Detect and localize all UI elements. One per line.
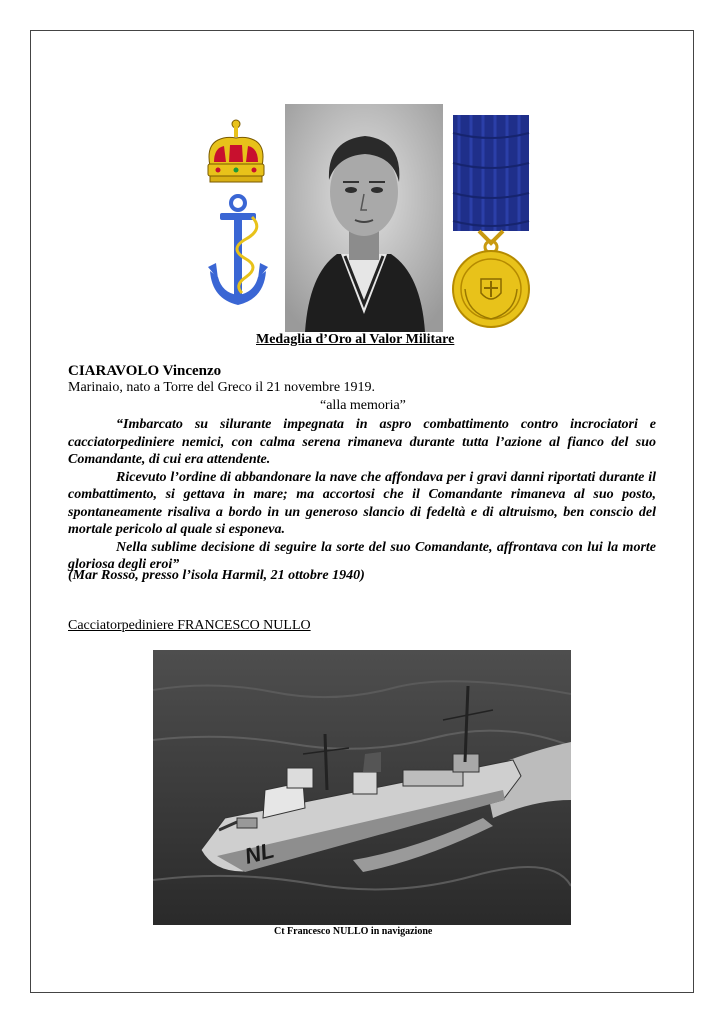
- ship-section-title: Cacciatorpediniere FRANCESCO NULLO: [68, 618, 311, 633]
- memoria-label: “alla memoria”: [320, 398, 406, 413]
- person-details: Marinaio, nato a Torre del Greco il 21 novembre 1919.: [68, 380, 376, 395]
- person-name: CIARAVOLO Vincenzo: [68, 363, 222, 379]
- motivation-paragraph: Nella sublime decisione di seguire la sorte del suo Comandante, affrontava con lui la morte gloriosa degli eroi”: [68, 539, 656, 572]
- ship-photo: [153, 650, 571, 925]
- sailor-portrait: [285, 104, 443, 332]
- hull-marking: NL: [242, 837, 277, 869]
- ship-caption: Ct Francesco NULLO in navigazione: [274, 926, 433, 937]
- award-title: Medaglia d’Oro al Valor Militare: [256, 332, 455, 347]
- action-place-date: (Mar Rosso, presso l’isola Harmil, 21 ottobre 1940): [68, 568, 365, 583]
- motivation-paragraph: “Imbarcato su silurante impegnata in aspro combattimento contro incrociatori e cacciatorpediniere nemici, con calma serena rimaneva durante tutta l’azione al fianco del suo Comandante, di cui era attendente.: [68, 417, 656, 467]
- gold-medal-ribbon-icon: [449, 113, 533, 331]
- naval-anchor-icon: [206, 193, 270, 315]
- motivation-text: [68, 416, 656, 574]
- motivation-paragraph: Ricevuto l’ordine di abbandonare la nave che affondava per i gravi danni riportati durante il combattimento, si gettava in mare; ma accortosi che il Comandante rimaneva al suo posto, spontaneamente risaliva a bordo in un generoso slancio di fedeltà e di altruismo, ben conscio del mortale pericolo al quale si esponeva.: [68, 469, 656, 537]
- royal-crown-icon: [204, 118, 268, 186]
